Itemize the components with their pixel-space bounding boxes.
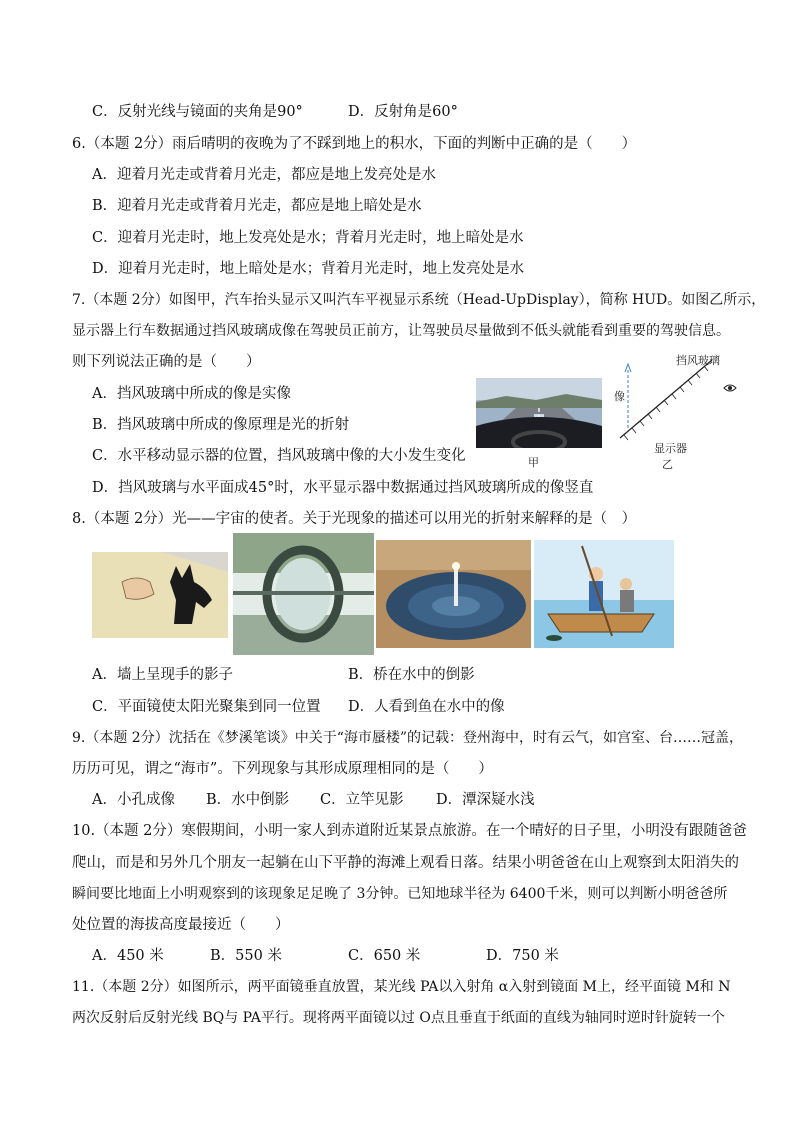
solar-mirrors-image — [376, 540, 531, 648]
q9-option-d: D．潭深疑水浅 — [436, 792, 535, 808]
q7-stem-line2: 显示器上行车数据通过挡风玻璃成像在驾驶员正前方，让驾驶员尽量做到不低头就能看到重要的驾驶信息。 — [72, 323, 730, 339]
q6-option-d: D．迎着月光走时，地上暗处是水；背着月光走时，地上发亮处是水 — [92, 261, 525, 277]
hud-car-photo — [476, 378, 602, 448]
q6-option-c: C．迎着月光走时，地上发亮处是水；背着月光走时，地上暗处是水 — [92, 230, 524, 246]
q8-option-c: C．平面镜使太阳光聚集到同一位置 — [92, 699, 321, 715]
label-image: 像 — [614, 390, 625, 403]
bridge-reflection-image — [233, 533, 374, 655]
q10-option-c: C．650 米 — [348, 948, 421, 964]
q9-option-b: B．水中倒影 — [206, 792, 290, 808]
q7-option-b: B．挡风玻璃中所成的像原理是光的折射 — [92, 417, 350, 433]
q8-option-d: D．人看到鱼在水中的像 — [348, 699, 505, 715]
q11-stem-line2: 两次反射后反射光线 BQ与 PA平行。现将两平面镜以过 O点且垂直于纸面的直线为轴同时逆时针旋转一个 — [72, 1010, 725, 1026]
q7-option-a: A．挡风玻璃中所成的像是实像 — [92, 386, 291, 402]
q10-option-d: D．750 米 — [486, 948, 559, 964]
q10-option-a: A．450 米 — [92, 948, 164, 964]
label-display: 显示器 — [654, 442, 687, 455]
q7-stem-line1: 7.（本题 2分）如图甲，汽车抬头显示又叫汽车平视显示系统（Head-UpDisplay），简称 HUD。如图乙所示， — [72, 292, 766, 308]
q8-stem: 8.（本题 2分）光——宇宙的使者。关于光现象的描述可以用光的折射来解释的是（ ） — [72, 511, 637, 527]
fig-yi-caption: 乙 — [662, 458, 673, 471]
q8-option-a: A．墙上呈现手的影子 — [92, 667, 233, 683]
q5-option-d: D．反射角是60° — [348, 104, 458, 120]
q7-stem-line3: 则下列说法正确的是（ ） — [72, 354, 261, 370]
q6-option-b: B．迎着月光走或背着月光走，都应是地上暗处是水 — [92, 198, 422, 214]
q11-stem-line1: 11.（本题 2分）如图所示，两平面镜垂直放置，某光线 PA以入射角 α入射到镜面 M上，经平面镜 M和 N — [72, 979, 731, 995]
fishing-boat-image — [534, 540, 674, 648]
q9-option-c: C．立竿见影 — [320, 792, 404, 808]
q9-stem-line2: 历历可见，谓之“海市”。下列现象与其形成原理相同的是（ ） — [72, 761, 493, 777]
q7-option-c: C．水平移动显示器的位置，挡风玻璃中像的大小发生变化 — [92, 448, 466, 464]
q10-stem-line4: 处位置的海拔高度最接近（ ） — [72, 917, 290, 933]
fig-jia-caption: 甲 — [528, 456, 539, 469]
q5-option-c: C．反射光线与镜面的夹角是90° — [92, 104, 303, 120]
hand-shadow-image — [92, 552, 228, 638]
q10-option-b: B．550 米 — [210, 948, 282, 964]
q7-option-d: D．挡风玻璃与水平面成45°时，水平显示器中数据通过挡风玻璃所成的像竖直 — [92, 480, 594, 496]
q9-option-a: A．小孔成像 — [92, 792, 175, 808]
q10-stem-line1: 10.（本题 2分）寒假期间，小明一家人到赤道附近某景点旅游。在一个晴好的日子里，小明没有跟随爸爸 — [72, 823, 747, 839]
q10-stem-line2: 爬山，而是和另外几个朋友一起躺在山下平静的海滩上观看日落。结果小明爸爸在山上观察到太阳消失的 — [72, 855, 739, 871]
label-windshield: 挡风玻璃 — [676, 354, 720, 367]
q8-option-b: B．桥在水中的倒影 — [348, 667, 475, 683]
q9-stem-line1: 9.（本题 2分）沈括在《梦溪笔谈》中关于“海市蜃楼”的记载：登州海中，时有云气，如宫室、台……冠盖， — [72, 730, 744, 746]
q10-stem-line3: 瞬间要比地面上小明观察到的该现象足足晚了 3分钟。已知地球半径为 6400千米，则可以判断小明爸爸所 — [72, 886, 728, 902]
q6-option-a: A．迎着月光走或背着月光走，都应是地上发亮处是水 — [92, 167, 436, 183]
q6-stem: 6.（本题 2分）雨后晴明的夜晚为了不踩到地上的积水，下面的判断中正确的是（ ） — [72, 136, 637, 152]
